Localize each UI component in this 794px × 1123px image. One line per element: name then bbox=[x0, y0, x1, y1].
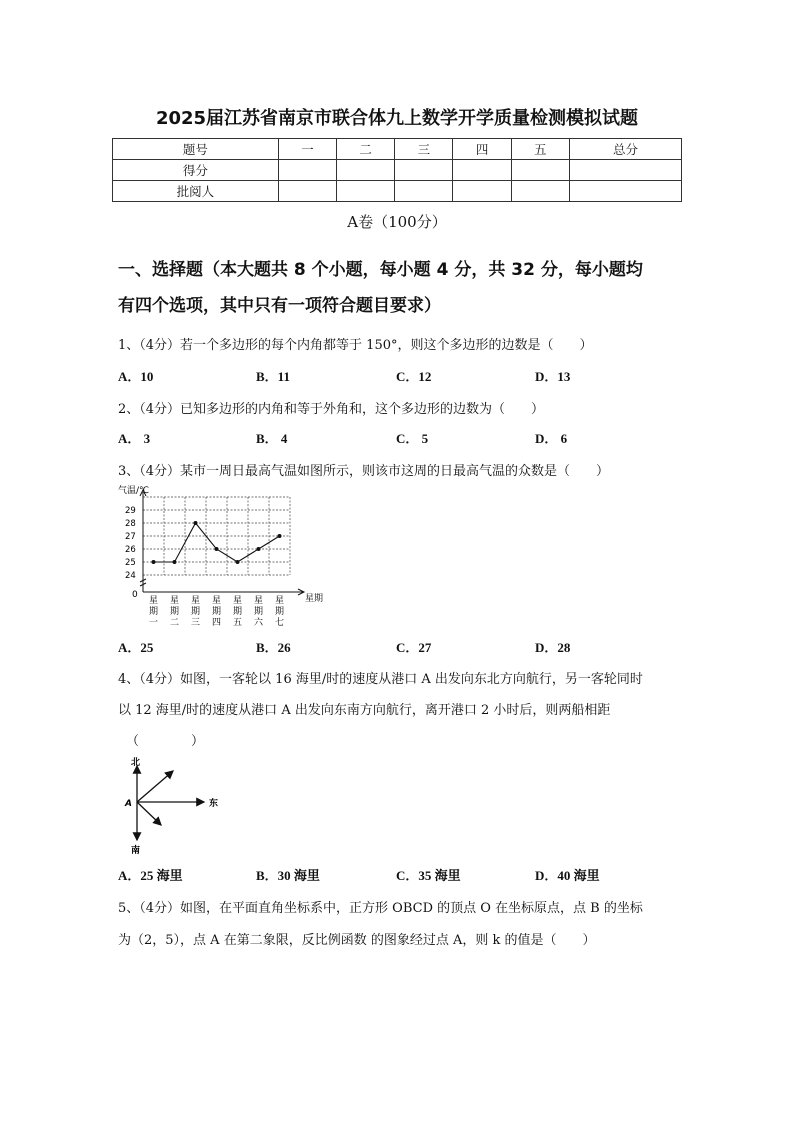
chart-y-tick-label: 27 bbox=[125, 532, 136, 542]
grader-row-label: 批阅人 bbox=[113, 181, 279, 202]
q2-option-d[interactable]: D． 6 bbox=[535, 431, 568, 446]
grader-cell[interactable] bbox=[511, 181, 569, 202]
score-table bbox=[112, 138, 682, 202]
chart-data-point bbox=[236, 560, 240, 564]
score-cell[interactable] bbox=[569, 160, 681, 181]
q4-option-b[interactable]: B．30 海里 bbox=[256, 868, 320, 883]
score-cell[interactable] bbox=[453, 160, 511, 181]
paper-subtitle: A卷（100分） bbox=[347, 213, 447, 231]
q3-option-a[interactable]: A．25 bbox=[118, 640, 154, 655]
q4-option-a[interactable]: A．25 海里 bbox=[118, 868, 183, 883]
score-header-cell: 一 bbox=[278, 139, 336, 160]
grader-cell[interactable] bbox=[453, 181, 511, 202]
q3-option-d[interactable]: D．28 bbox=[535, 640, 571, 655]
chart-x-tick-label: 星期三 bbox=[190, 596, 201, 628]
temperature-line-chart bbox=[116, 482, 336, 628]
chart-x-tick-label: 星期四 bbox=[211, 596, 222, 628]
chart-y-tick-label: 24 bbox=[125, 571, 136, 581]
chart-y-tick-label: 29 bbox=[125, 506, 136, 516]
score-header-cell: 五 bbox=[511, 139, 569, 160]
chart-y-axis-label: 气温/℃ bbox=[118, 486, 150, 496]
q1-option-c[interactable]: C．12 bbox=[396, 369, 432, 384]
grader-cell[interactable] bbox=[278, 181, 336, 202]
score-cell[interactable] bbox=[278, 160, 336, 181]
score-cell[interactable] bbox=[337, 160, 395, 181]
chart-x-tick-label: 星期一 bbox=[148, 596, 159, 628]
score-row-label: 得分 bbox=[113, 160, 279, 181]
chart-data-point bbox=[152, 560, 156, 564]
chart-data-point bbox=[215, 547, 219, 551]
q2-option-b[interactable]: B． 4 bbox=[256, 431, 288, 446]
score-cell[interactable] bbox=[511, 160, 569, 181]
southeast-arrow bbox=[137, 802, 161, 825]
score-cell[interactable] bbox=[395, 160, 453, 181]
chart-data-point bbox=[173, 560, 177, 564]
q1-option-a[interactable]: A．10 bbox=[118, 369, 154, 384]
grader-cell[interactable] bbox=[337, 181, 395, 202]
question-4-line1: 4、（4分）如图，一客轮以 16 海里/时的速度从港口 A 出发向东北方向航行，另一客轮同时 bbox=[118, 672, 643, 687]
score-header-cell: 题号 bbox=[113, 139, 279, 160]
chart-series-line bbox=[154, 523, 280, 562]
score-header-cell: 三 bbox=[395, 139, 453, 160]
question-2-text: 2、（4分）已知多边形的内角和等于外角和，这个多边形的边数为（ ） bbox=[118, 402, 545, 417]
q2-option-a[interactable]: A． 3 bbox=[118, 431, 151, 446]
question-5-line1: 5、（4分）如图，在平面直角坐标系中，正方形 OBCD 的顶点 O 在坐标原点，点 B 的坐标 bbox=[118, 901, 643, 916]
q4-option-c[interactable]: C．35 海里 bbox=[396, 868, 461, 883]
chart-y-tick-label: 26 bbox=[125, 545, 136, 555]
q1-option-d[interactable]: D．13 bbox=[535, 369, 571, 384]
east-label: 东 bbox=[209, 799, 219, 809]
section-heading-line1: 一、选择题（本大题共 8 个小题，每小题 4 分，共 32 分，每小题均 bbox=[118, 260, 643, 280]
chart-data-point bbox=[257, 547, 261, 551]
chart-data-point bbox=[194, 521, 198, 525]
chart-x-tick-label: 星期七 bbox=[274, 596, 285, 628]
score-header-cell: 总分 bbox=[569, 139, 681, 160]
grader-row bbox=[113, 181, 682, 202]
compass-diagram bbox=[118, 754, 228, 856]
grader-cell[interactable] bbox=[395, 181, 453, 202]
point-a-label: A bbox=[125, 799, 132, 809]
chart-x-axis-label: 星期 bbox=[305, 594, 324, 604]
question-1-text: 1、（4分）若一个多边形的每个内角都等于 150°，则这个多边形的边数是（ ） bbox=[118, 338, 593, 353]
q3-option-c[interactable]: C．27 bbox=[396, 640, 432, 655]
q1-option-b[interactable]: B．11 bbox=[256, 369, 290, 384]
grader-cell[interactable] bbox=[569, 181, 681, 202]
score-row bbox=[113, 160, 682, 181]
question-3-text: 3、（4分）某市一周日最高气温如图所示，则该市这周的日最高气温的众数是（ ） bbox=[118, 464, 610, 479]
score-header-cell: 二 bbox=[337, 139, 395, 160]
q4-option-d[interactable]: D．40 海里 bbox=[535, 868, 600, 883]
score-header-cell: 四 bbox=[453, 139, 511, 160]
question-5-line2: 为（2，5），点 A 在第二象限，反比例函数 的图象经过点 A，则 k 的值是（ ） bbox=[118, 933, 596, 948]
northeast-arrow bbox=[137, 771, 173, 802]
section-heading-line2: 有四个选项，其中只有一项符合题目要求） bbox=[118, 296, 441, 316]
chart-data-point bbox=[278, 534, 282, 538]
chart-y-tick-label: 25 bbox=[125, 558, 136, 568]
chart-x-tick-label: 星期六 bbox=[253, 596, 264, 628]
q3-option-b[interactable]: B．26 bbox=[256, 640, 291, 655]
score-table-header-row bbox=[113, 139, 682, 160]
south-label: 南 bbox=[131, 846, 141, 856]
chart-y-tick-label: 28 bbox=[125, 519, 136, 529]
north-label: 北 bbox=[131, 758, 141, 768]
chart-x-tick-label: 星期二 bbox=[169, 596, 180, 628]
page-title: 2025届江苏省南京市联合体九上数学开学质量检测模拟试题 bbox=[155, 108, 639, 129]
chart-origin-label: 0 bbox=[132, 590, 138, 600]
question-4-answer-bracket: （ ） bbox=[126, 734, 205, 749]
chart-x-tick-label: 星期五 bbox=[232, 596, 243, 628]
question-4-line2: 以 12 海里/时的速度从港口 A 出发向东南方向航行，离开港口 2 小时后，则两船相距 bbox=[118, 703, 611, 718]
q2-option-c[interactable]: C． 5 bbox=[396, 431, 429, 446]
